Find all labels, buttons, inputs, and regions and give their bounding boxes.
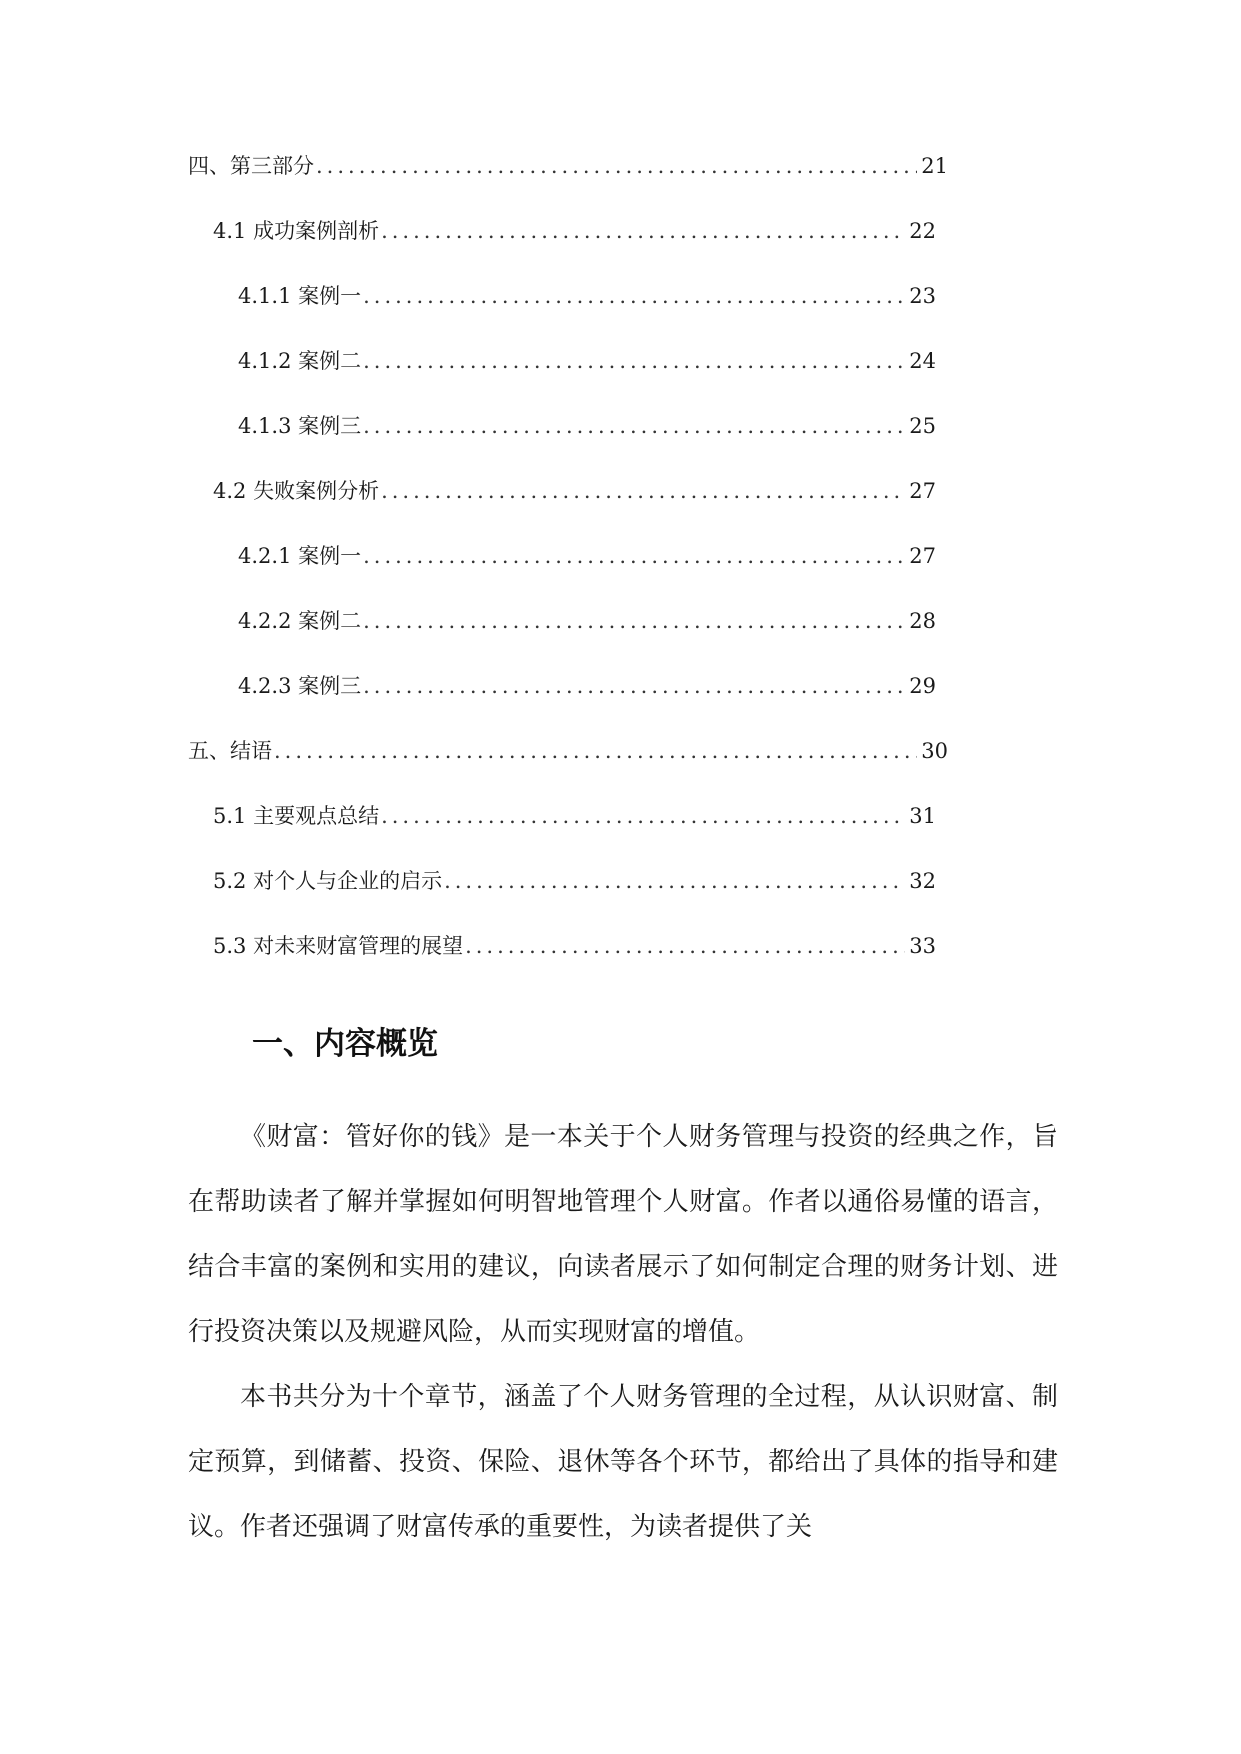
toc-dot-leader	[381, 211, 905, 251]
toc-entry-page: 24	[909, 349, 936, 373]
toc-dot-leader	[381, 471, 905, 511]
toc-entry-page: 21	[921, 154, 948, 178]
toc-entry-page: 27	[909, 479, 936, 503]
toc-dot-leader	[363, 601, 905, 641]
toc-entry-page: 27	[909, 544, 936, 568]
toc-entry-label: 5.2 对个人与企业的启示	[213, 869, 443, 893]
toc-entry[interactable]	[188, 146, 948, 211]
toc-entry-label: 4.1.3 案例三	[238, 414, 362, 438]
body-paragraph: 本书共分为十个章节，涵盖了个人财务管理的全过程，从认识财富、制定预算，到储蓄、投资、保险、退休等各个环节，都给出了具体的指导和建议。作者还强调了财富传承的重要性，为读者提供了关	[188, 1382, 1058, 1542]
body-paragraph: 《财富：管好你的钱》是一本关于个人财务管理与投资的经典之作，旨在帮助读者了解并掌握如何明智地管理个人财富。作者以通俗易懂的语言，结合丰富的案例和实用的建议，向读者展示了如何制定合理的财务计划、进行投资决策以及规避风险，从而实现财富的增值。	[188, 1122, 1058, 1347]
toc-dot-leader	[465, 926, 905, 966]
toc-entry[interactable]	[188, 211, 948, 276]
toc-entry-page: 25	[909, 414, 936, 438]
section-heading: 一、内容概览	[252, 1026, 438, 1062]
section-body	[188, 1105, 1058, 1560]
toc-entry-page: 31	[909, 804, 936, 828]
toc-dot-leader	[363, 406, 905, 446]
toc-entry[interactable]	[188, 926, 948, 991]
toc-entry-label: 四、第三部分	[188, 154, 314, 178]
toc-entry-label: 4.1.1 案例一	[238, 284, 362, 308]
toc-entry[interactable]	[188, 341, 948, 406]
toc-entry[interactable]	[188, 601, 948, 666]
toc-dot-leader	[381, 796, 905, 836]
toc-entry[interactable]	[188, 406, 948, 471]
toc-dot-leader	[363, 536, 905, 576]
toc-entry[interactable]	[188, 471, 948, 536]
toc-entry-label: 4.1.2 案例二	[238, 349, 362, 373]
toc-entry[interactable]	[188, 796, 948, 861]
toc-entry-label: 五、结语	[188, 739, 272, 763]
toc-dot-leader	[274, 731, 917, 771]
toc-entry-page: 33	[909, 934, 936, 958]
toc-entry[interactable]	[188, 861, 948, 926]
toc-dot-leader	[316, 146, 917, 186]
toc-entry[interactable]	[188, 536, 948, 601]
toc-entry-page: 28	[909, 609, 936, 633]
toc-entry-page: 30	[921, 739, 948, 763]
toc-dot-leader	[363, 666, 905, 706]
toc-entry[interactable]	[188, 276, 948, 341]
toc-entry-page: 29	[909, 674, 936, 698]
toc-entry-label: 5.3 对未来财富管理的展望	[213, 934, 464, 958]
toc-dot-leader	[363, 341, 905, 381]
toc-entry-label: 4.2.3 案例三	[238, 674, 362, 698]
toc-entry-label: 4.2.2 案例二	[238, 609, 362, 633]
table-of-contents	[188, 146, 948, 991]
toc-entry-label: 4.2.1 案例一	[238, 544, 362, 568]
toc-entry-label: 4.2 失败案例分析	[213, 479, 380, 503]
toc-entry-page: 22	[909, 219, 936, 243]
toc-dot-leader	[363, 276, 905, 316]
toc-dot-leader	[444, 861, 905, 901]
toc-entry[interactable]	[188, 666, 948, 731]
toc-entry[interactable]	[188, 731, 948, 796]
toc-entry-page: 23	[909, 284, 936, 308]
toc-entry-label: 4.1 成功案例剖析	[213, 219, 380, 243]
toc-entry-page: 32	[909, 869, 936, 893]
toc-entry-label: 5.1 主要观点总结	[213, 804, 380, 828]
